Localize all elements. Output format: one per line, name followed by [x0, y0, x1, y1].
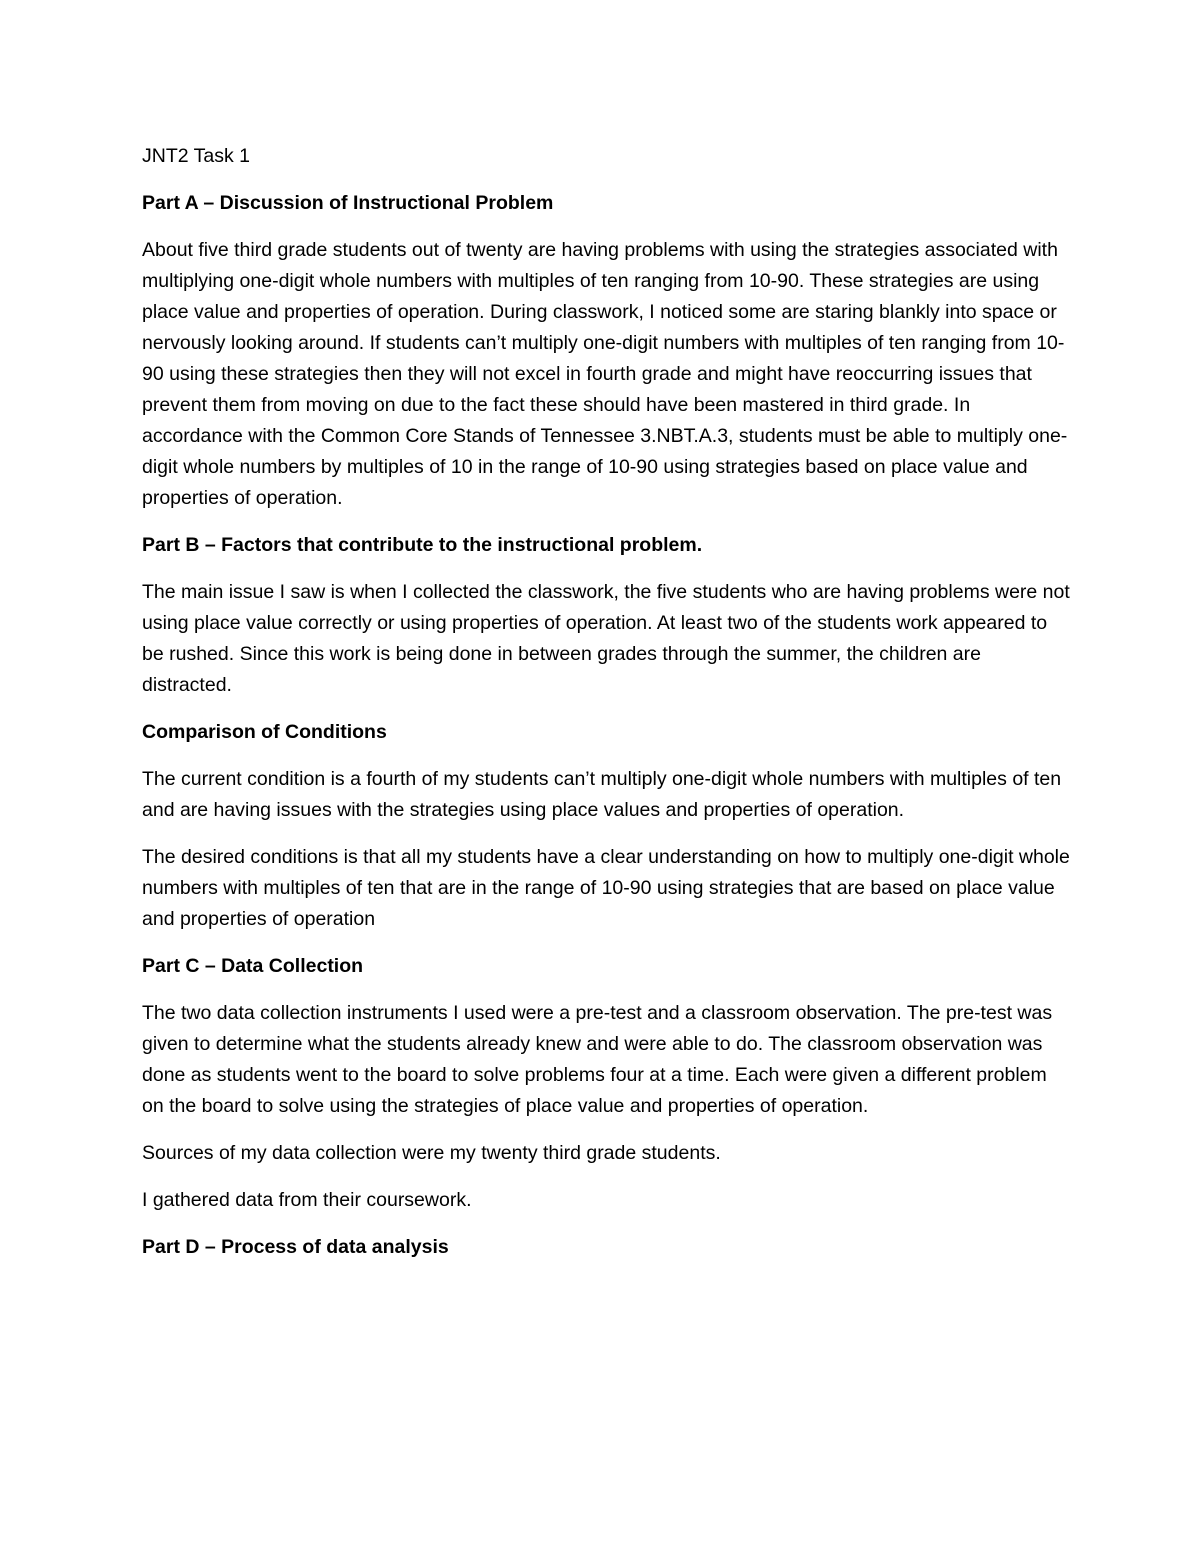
part-b-heading: Part B – Factors that contribute to the instructional problem. [142, 534, 703, 556]
document-page [142, 141, 1072, 1279]
part-c-gathered-paragraph: I gathered data from their coursework. [142, 1189, 472, 1211]
comparison-current-paragraph: The current condition is a fourth of my students can’t multiply one-digit whole numbers with multiples of ten and are having issues with the strategies using place values and properties of operation. [142, 768, 1062, 821]
part-c-heading: Part C – Data Collection [142, 955, 364, 977]
comparison-desired-paragraph: The desired conditions is that all my students have a clear understanding on how to multiply one-digit whole numbers with multiples of ten that are in the range of 10-90 using strategies that are based on place value and properties of operation [142, 846, 1070, 930]
part-b-paragraph: The main issue I saw is when I collected the classwork, the five students who are having problems were not using place value correctly or using properties of operation. At least two of the students work appeared to be rushed. Since this work is being done in between grades through the summer, the children are distracted. [142, 581, 1070, 696]
document-title: JNT2 Task 1 [142, 145, 251, 167]
part-a-heading: Part A – Discussion of Instructional Problem [142, 192, 554, 214]
part-c-sources-paragraph: Sources of my data collection were my twenty third grade students. [142, 1142, 721, 1164]
part-c-paragraph: The two data collection instruments I used were a pre-test and a classroom observation. The pre-test was given to determine what the students already knew and were able to do. The classroom observation was done as students went to the board to solve problems four at a time. Each were given a different problem on the board to solve using the strategies of place value and properties of operation. [142, 1002, 1053, 1117]
comparison-heading: Comparison of Conditions [142, 721, 387, 743]
part-d-heading: Part D – Process of data analysis [142, 1236, 449, 1258]
part-a-paragraph: About five third grade students out of twenty are having problems with using the strategies associated with multiplying one-digit whole numbers with multiples of ten ranging from 10-90. These strategies are using place value and properties of operation. During classwork, I noticed some are staring blankly into space or nervously looking around. If students can’t multiply one-digit numbers with multiples of ten ranging from 10-90 using these strategies then they will not excel in fourth grade and might have reoccurring issues that prevent them from moving on due to the fact these should have been mastered in third grade. In accordance with the Common Core Stands of Tennessee 3.NBT.A.3, students must be able to multiply one-digit whole numbers by multiples of 10 in the range of 10-90 using strategies based on place value and properties of operation. [142, 239, 1068, 509]
